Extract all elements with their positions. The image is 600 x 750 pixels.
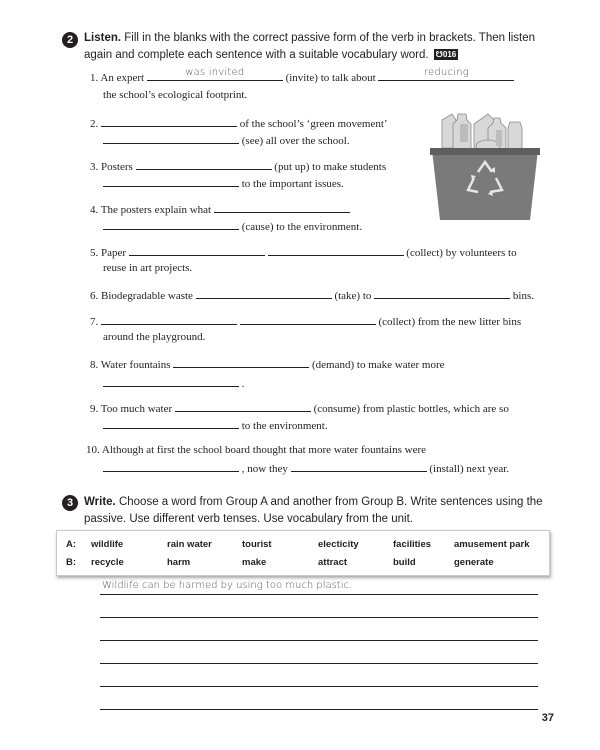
item-7-blank-2[interactable] — [240, 313, 376, 325]
item-7-line-1 — [90, 313, 521, 329]
recycling-bin-image — [430, 110, 540, 222]
item-5-line-1 — [90, 244, 517, 260]
item-3-line-2 — [103, 175, 344, 191]
item-7-blank-1[interactable] — [101, 313, 237, 325]
item-8-text-a: 8. Water fountains — [90, 359, 171, 371]
group-a-word: rain water — [167, 539, 212, 550]
item-6-text-c: bins. — [512, 290, 534, 302]
group-b-word: attract — [318, 557, 348, 568]
item-3-text-a: 3. Posters — [90, 161, 133, 173]
item-5-line-2: reuse in art projects. — [103, 262, 193, 274]
group-a-label: A: — [66, 539, 77, 550]
writing-line[interactable] — [100, 640, 538, 641]
item-2-text-b: of the school’s ‘green movement’ — [239, 118, 388, 130]
item-3-text-b: (put up) to make students — [274, 161, 387, 173]
group-a-word: tourist — [242, 539, 272, 550]
exercise-3-text-1: Choose a word from Group A and another from Group B. Write sentences using the — [118, 496, 543, 508]
exercise-2-number: 2 — [62, 32, 78, 48]
audio-track-number: 016 — [442, 50, 457, 59]
item-6-text-a: 6. Biodegradable waste — [90, 290, 193, 302]
group-b-word: harm — [167, 557, 191, 568]
exercise-3-number: 3 — [62, 495, 78, 511]
item-9-text-b: (consume) from plastic bottles, which are so — [313, 403, 509, 415]
item-1-text-a: 1. An expert — [90, 72, 145, 84]
item-7-text-b: (collect) from the new litter bins — [378, 316, 522, 328]
item-4-blank-2[interactable] — [103, 218, 239, 230]
item-5-blank-2[interactable] — [268, 244, 404, 256]
headphones-icon: ☋ — [435, 50, 443, 59]
item-7-line-2: around the playground. — [103, 331, 206, 343]
writing-line[interactable] — [100, 594, 538, 595]
item-8-line-2 — [103, 375, 245, 391]
item-4-text-a: 4. The posters explain what — [90, 204, 212, 216]
item-7-text-a: 7. — [90, 316, 99, 328]
audio-track-badge[interactable] — [434, 49, 458, 60]
item-2-line-2 — [103, 132, 350, 148]
item-4-blank-1[interactable] — [214, 201, 350, 213]
word-groups-box — [56, 530, 550, 576]
item-8-line-1 — [90, 356, 445, 372]
bin-rim — [430, 148, 540, 155]
item-3-blank-1[interactable] — [136, 158, 272, 170]
item-10-blank-2[interactable] — [291, 460, 427, 472]
item-8-text-c: . — [241, 378, 245, 390]
item-1-line-1 — [90, 69, 514, 85]
item-9-line-2 — [103, 417, 328, 433]
item-2-text-a: 2. — [90, 118, 99, 130]
group-b-word: generate — [454, 557, 494, 568]
item-1-blank-1[interactable] — [147, 69, 283, 81]
exercise-3-instructions — [84, 494, 554, 528]
writing-line[interactable] — [100, 686, 538, 687]
item-1-answer-2: reducing — [423, 67, 469, 78]
group-a-word: facilities — [393, 539, 432, 550]
exercise-2-text-2: again and complete each sentence with a suitable vocabulary word. — [84, 49, 429, 61]
group-b-word: make — [242, 557, 267, 568]
item-4-line-2 — [103, 218, 362, 234]
exercise-3-text-2: passive. Use different verb tenses. Use vocabulary from the unit. — [84, 513, 413, 525]
writing-line[interactable] — [100, 617, 538, 618]
item-1-line-2: the school’s ecological footprint. — [103, 89, 248, 101]
group-a-word: amusement park — [454, 539, 530, 550]
item-9-blank-1[interactable] — [175, 400, 311, 412]
item-10-text-b: , now they — [241, 463, 288, 475]
item-10-line-2 — [103, 460, 509, 476]
item-2-blank-1[interactable] — [101, 115, 237, 127]
item-3-blank-2[interactable] — [103, 175, 239, 187]
item-1-blank-2[interactable] — [378, 69, 514, 81]
page-number: 37 — [541, 712, 554, 724]
item-10-text-c: (install) next year. — [429, 463, 510, 475]
item-2-line-1 — [90, 115, 388, 131]
item-10-line-1: 10. Although at first the school board thought that more water fountains were — [86, 444, 427, 456]
exercise-2-title: Listen. — [84, 32, 122, 44]
item-5-text-b: (collect) by volunteers to — [406, 247, 517, 259]
group-b-label: B: — [66, 557, 77, 568]
recycling-bin-illustration — [430, 110, 540, 222]
item-3-line-1 — [90, 158, 386, 174]
item-8-blank-1[interactable] — [173, 356, 309, 368]
exercise-3-title: Write. — [84, 496, 116, 508]
item-3-text-c: to the important issues. — [241, 178, 344, 190]
item-5-blank-1[interactable] — [129, 244, 265, 256]
item-2-blank-2[interactable] — [103, 132, 239, 144]
item-6-blank-2[interactable] — [374, 287, 510, 299]
item-8-text-b: (demand) to make water more — [311, 359, 445, 371]
group-a-word: wildlife — [91, 539, 124, 550]
example-answer: Wildlife can be harmed by using too much plastic. — [102, 580, 353, 591]
group-b-word: recycle — [91, 557, 124, 568]
item-9-text-a: 9. Too much water — [90, 403, 173, 415]
item-8-blank-2[interactable] — [103, 375, 239, 387]
item-6-text-b: (take) to — [334, 290, 372, 302]
item-4-line-1 — [90, 201, 350, 217]
exercise-2-text-1: Fill in the blanks with the correct passive form of the verb in brackets. Then listen — [124, 32, 536, 44]
item-1-answer-1: was invited — [185, 67, 245, 78]
item-9-blank-2[interactable] — [103, 417, 239, 429]
writing-line[interactable] — [100, 709, 538, 710]
item-4-text-b: (cause) to the environment. — [241, 221, 363, 233]
item-6-blank-1[interactable] — [196, 287, 332, 299]
item-6-line-1 — [90, 287, 534, 303]
group-a-word: electicity — [318, 539, 359, 550]
group-b-word: build — [393, 557, 416, 568]
writing-line[interactable] — [100, 663, 538, 664]
exercise-2-instructions — [84, 30, 554, 64]
item-2-text-c: (see) all over the school. — [241, 135, 350, 147]
item-5-text-a: 5. Paper — [90, 247, 127, 259]
item-9-line-1 — [90, 400, 509, 416]
item-1-text-b: (invite) to talk about — [285, 72, 376, 84]
item-10-blank-1[interactable] — [103, 460, 239, 472]
item-9-text-c: to the environment. — [241, 420, 328, 432]
